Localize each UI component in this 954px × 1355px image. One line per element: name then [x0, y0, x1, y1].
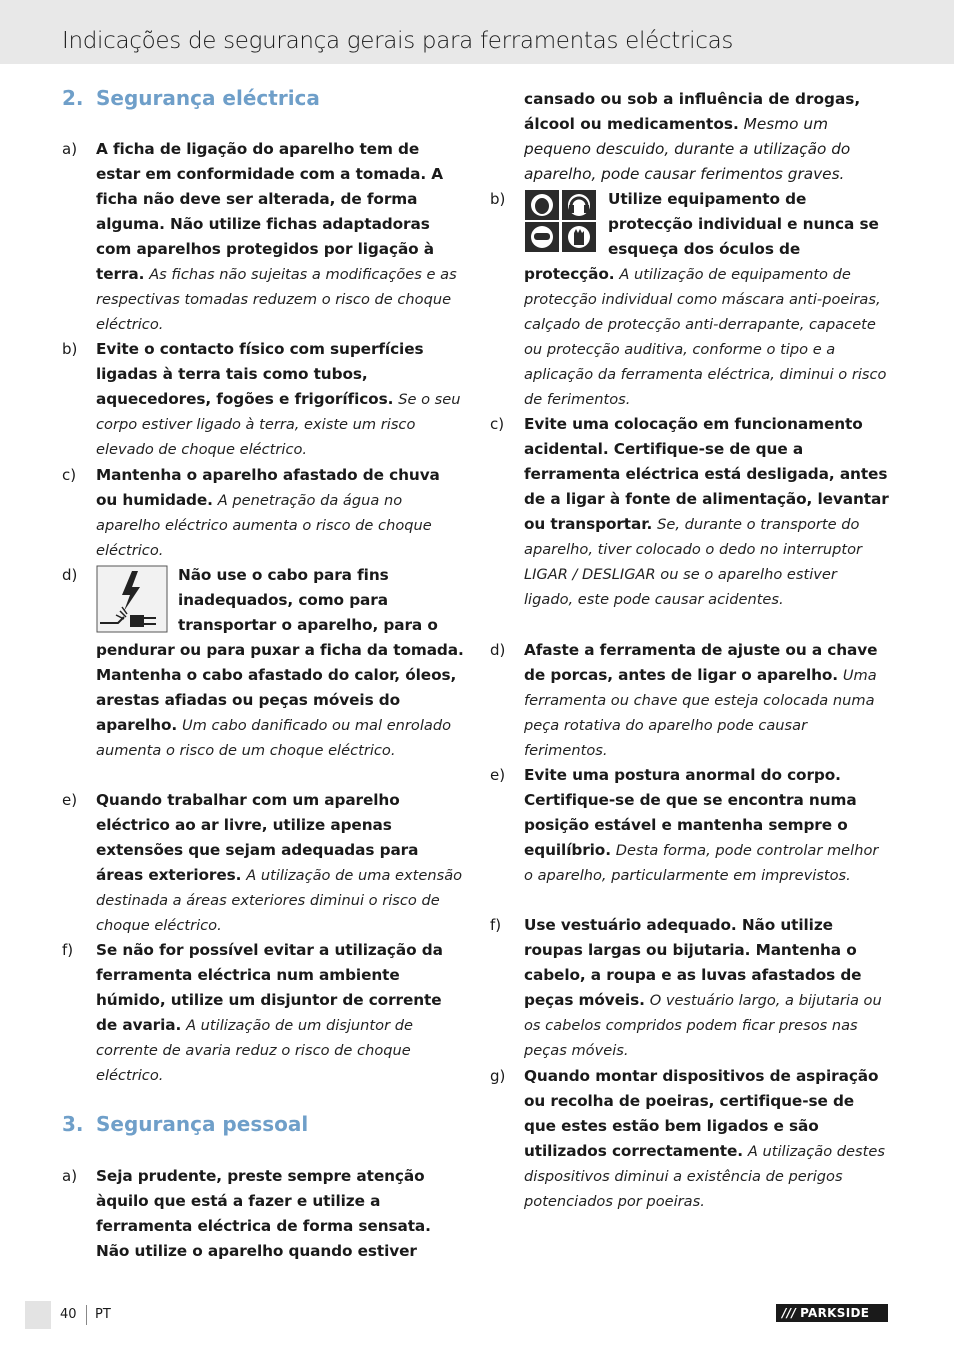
section-3-title: Segurança pessoal [96, 1112, 309, 1136]
section-2-number: 2. [62, 86, 84, 110]
item-marker: b) [62, 340, 78, 358]
ppe-icons [524, 189, 598, 253]
brand-name: PARKSIDE [800, 1306, 870, 1320]
footer-divider [86, 1305, 87, 1325]
page-title: Indicações de segurança gerais para ferramentas eléctricas [62, 28, 734, 54]
section-2-heading [62, 86, 320, 110]
section-2-item-f [62, 938, 464, 1088]
item-bold-text: Quando montar dispositivos de aspiração ou recolha de poeiras, certifique-se de que estes estão bem ligados e são utilizados correctamente. [524, 1067, 879, 1160]
item-italic-text: As fichas não sujeitas a modificações e as respectivas tomadas reduzem o risco de choque eléctrico. [96, 266, 457, 333]
item-bold-text: Seja prudente, preste sempre atenção àquilo que está a fazer e utilize a ferramenta eléctrica de forma sensata. Não utilize o aparelho quando estiver [96, 1167, 431, 1260]
section-3-item-f [490, 913, 890, 1063]
item-marker: f) [62, 941, 74, 959]
section-2-item-c [62, 463, 464, 563]
section-3-heading [62, 1112, 308, 1136]
section-3-item-a-continued [524, 87, 890, 187]
brand-slashes-icon: /// [782, 1306, 797, 1320]
item-bold-text: Evite uma postura anormal do corpo. Certifique-se de que se encontra numa posição estável e mantenha sempre o equilíbrio. [524, 766, 857, 859]
safety-goggles-icon [525, 222, 559, 252]
item-italic-text: A utilização de uma extensão destinada a áreas exteriores diminui o risco de choque eléctrico. [96, 867, 463, 934]
footer-tab [25, 1301, 51, 1329]
section-2-item-b [62, 337, 464, 462]
cable-shock-warning-icon [96, 565, 168, 633]
item-italic-text: Uma ferramenta ou chave que esteja colocada numa peça rotativa do aparelho pode causar ferimentos. [524, 667, 877, 759]
item-italic-text: Mesmo um pequeno descuido, durante a utilização do aparelho, pode causar ferimentos graves. [524, 115, 851, 183]
section-2-item-e [62, 788, 464, 938]
item-italic-text: Desta forma, pode controlar melhor o aparelho, particularmente em imprevistos. [524, 842, 879, 884]
item-bold-text: Se não for possível evitar a utilização da ferramenta eléctrica num ambiente húmido, utilize um disjuntor de corrente de avaria. [96, 941, 443, 1034]
section-3-item-g [490, 1064, 890, 1214]
item-italic-text: Se o seu corpo estiver ligado à terra, existe um risco elevado de choque eléctrico. [96, 391, 461, 458]
language-code: PT [95, 1307, 111, 1322]
section-2-item-d [62, 563, 464, 763]
item-italic-text: Se, durante o transporte do aparelho, tiver colocado o dedo no interruptor LIGAR / DESLIGAR ou se o aparelho estiver ligado, este pode causar acidentes. [524, 516, 863, 608]
item-marker: e) [62, 791, 78, 809]
ear-protection-icon [562, 190, 596, 220]
item-italic-text: A utilização destes dispositivos diminui a existência de perigos potenciados por poeiras. [524, 1143, 885, 1210]
item-marker: d) [490, 641, 506, 659]
item-bold-text: Mantenha o aparelho afastado de chuva ou humidade. [96, 466, 440, 509]
item-bold-text: Use vestuário adequado. Não utilize roupas largas ou bijutaria. Mantenha o cabelo, a roupa e as luvas afastados de peças móveis. [524, 916, 862, 1009]
item-bold-text: A ficha de ligação do aparelho tem de estar em conformidade com a tomada. A ficha não deve ser alterada, de forma alguma. Não utilize fichas adaptadoras com aparelhos protegidos por ligação à terra. [96, 140, 444, 283]
section-3-number: 3. [62, 1112, 84, 1136]
protective-gloves-icon [562, 222, 596, 252]
section-3-item-d [490, 638, 890, 763]
item-italic-text: A utilização de um disjuntor de corrente de avaria reduz o risco de choque eléctrico. [96, 1017, 413, 1084]
item-marker: a) [62, 140, 78, 158]
item-bold-text: Utilize equipamento de protecção individual e nunca se esqueça dos óculos de protecção. [524, 190, 879, 283]
item-bold-text: Evite o contacto físico com superfícies ligadas à terra tais como tubos, aquecedores, fogões e frigoríficos. [96, 340, 424, 408]
item-marker: d) [62, 566, 78, 584]
item-marker: e) [490, 766, 506, 784]
section-3-item-e [490, 763, 890, 888]
section-3-item-b [490, 187, 890, 412]
item-marker: b) [490, 190, 506, 208]
item-marker: c) [62, 466, 77, 484]
section-2-title: Segurança eléctrica [96, 86, 320, 110]
item-italic-text: A penetração da água no aparelho eléctrico aumenta o risco de choque eléctrico. [96, 492, 432, 559]
item-marker: c) [490, 415, 505, 433]
item-bold-text: Afaste a ferramenta de ajuste ou a chave de porcas, antes de ligar o aparelho. [524, 641, 878, 684]
item-bold-text: Não use o cabo para fins inadequados, como para transportar o aparelho, para o pendurar ou para puxar a ficha da tomada. Mantenha o cabo afastado do calor, óleos, arestas afiadas ou peças móveis do aparelho. [96, 566, 464, 734]
item-italic-text: O vestuário largo, a bijutaria ou os cabelos compridos podem ficar presos nas peças móveis. [524, 992, 882, 1059]
respirator-mask-icon [525, 190, 559, 220]
brand-logo [776, 1304, 888, 1322]
item-bold-text: Quando trabalhar com um aparelho eléctrico ao ar livre, utilize apenas extensões que sejam adequadas para áreas exteriores. [96, 791, 419, 884]
item-bold-text: cansado ou sob a influência de drogas, álcool ou medicamentos. [524, 90, 861, 133]
section-3-item-c [490, 412, 890, 612]
item-marker: g) [490, 1067, 506, 1085]
page-number: 40 [60, 1307, 77, 1322]
item-marker: a) [62, 1167, 78, 1185]
page-header [0, 0, 954, 64]
item-marker: f) [490, 916, 502, 934]
section-3-item-a [62, 1164, 464, 1264]
item-bold-text: Evite uma colocação em funcionamento acidental. Certifique-se de que a ferramenta eléctrica está desligada, antes de a ligar à fonte de alimentação, levantar ou transportar. [524, 415, 889, 533]
item-italic-text: Um cabo danificado ou mal enrolado aumenta o risco de um choque eléctrico. [96, 717, 452, 759]
section-2-item-a [62, 137, 464, 337]
item-italic-text: A utilização de equipamento de protecção individual como máscara anti-poeiras, calçado de protecção anti-derrapante, capacete ou protecção auditiva, conforme o tipo e a aplicação da ferramenta eléctrica, diminui o risco de ferimentos. [524, 266, 887, 408]
